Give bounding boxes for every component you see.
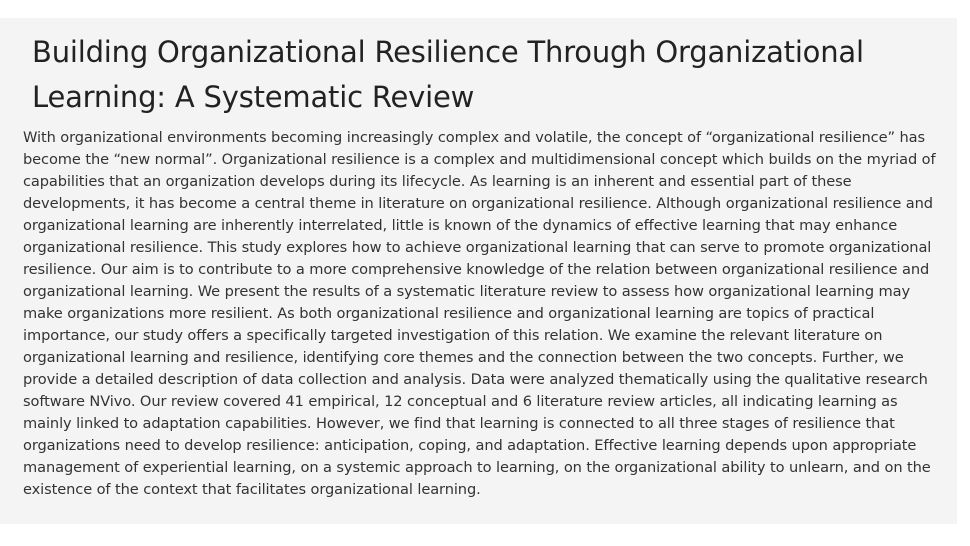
article-card <box>0 18 957 524</box>
article-abstract: With organizational environments becoming increasingly complex and volatile, the concept of “organizational resilience” has become the “new normal”. Organizational resilience is a complex and multidimensional concept which builds on the myriad of capabilities that an organization develops during its lifecycle. As learning is an inherent and essential part of these developments, it has become a central theme in literature on organizational resilience. Although organizational resilience and organizational learning are inherently interrelated, little is known of the dynamics of effective learning that may enhance organizational resilience. This study explores how to achieve organizational learning that can serve to promote organizational resilience. Our aim is to contribute to a more comprehensive knowledge of the relation between organizational resilience and organizational learning. We present the results of a systematic literature review to assess how organizational learning may make organizations more resilient. As both organizational resilience and organizational learning are topics of practical importance, our study offers a specifically targeted investigation of this relation. We examine the relevant literature on organizational learning and resilience, identifying core themes and the connection between the two concepts. Further, we provide a detailed description of data collection and analysis. Data were analyzed thematically using the qualitative research software NVivo. Our review covered 41 empirical, 12 conceptual and 6 literature review articles, all indicating learning as mainly linked to adaptation capabilities. However, we find that learning is connected to all three stages of resilience that organizations need to develop resilience: anticipation, coping, and adaptation. Effective learning depends upon appropriate management of experiential learning, on a systemic approach to learning, on the organizational ability to unlearn, and on the existence of the context that facilitates organizational learning. <box>23 129 936 498</box>
article-title: Building Organizational Resilience Through Organizational Learning: A Systematic Review <box>32 35 864 114</box>
